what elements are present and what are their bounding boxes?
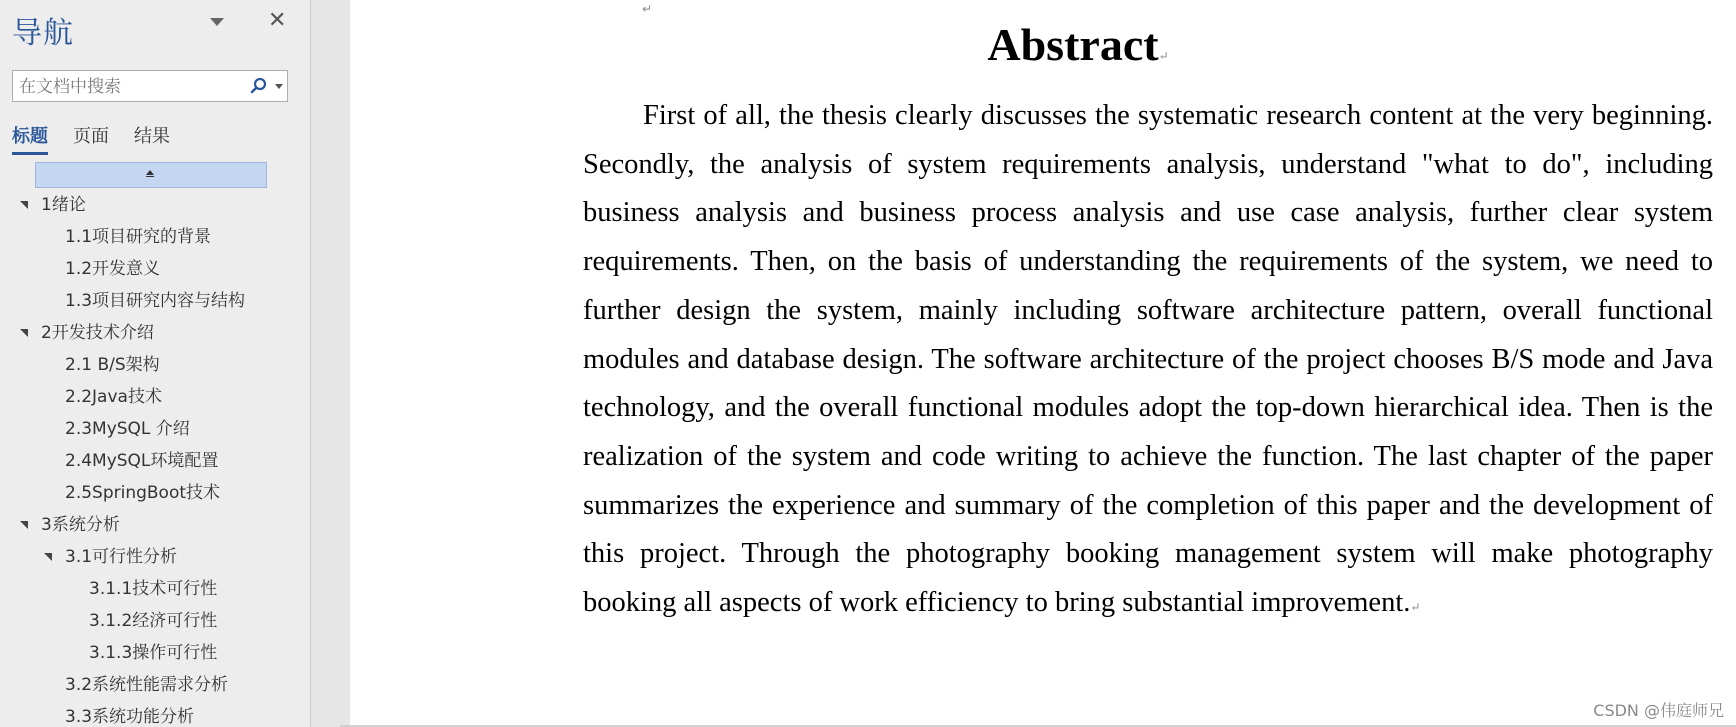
tree-item-label: 2.1 B/S架构 — [65, 355, 160, 375]
tree-item-2-4[interactable] — [65, 446, 218, 476]
tree-item-label: 1.1项目研究的背景 — [65, 227, 212, 247]
tree-item-3-1-2[interactable] — [89, 606, 217, 636]
tree-item-2-5[interactable] — [65, 478, 220, 508]
tree-item-label: 3.2系统性能需求分析 — [65, 675, 229, 695]
paragraph-mark: ↵ — [642, 2, 653, 16]
tree-item-3-2[interactable] — [65, 670, 228, 700]
tree-item-3-1-3[interactable] — [89, 638, 217, 668]
abstract-title-text: Abstract — [987, 19, 1159, 70]
search-icon[interactable] — [249, 76, 269, 96]
tree-item-label: 3.1.1技术可行性 — [89, 579, 218, 599]
collapse-up-icon — [146, 170, 154, 175]
tree-item-label: 2.3MySQL 介绍 — [65, 419, 190, 439]
tree-item-label: 2.4MySQL环境配置 — [65, 451, 219, 471]
search-box[interactable] — [12, 70, 288, 102]
tree-item-label: 3系统分析 — [41, 515, 120, 535]
tree-item-1[interactable] — [20, 190, 86, 220]
tree-item-label: 1.3项目研究内容与结构 — [65, 291, 246, 311]
paragraph-mark: ↵ — [1410, 600, 1421, 615]
tree-item-label: 3.1.3操作可行性 — [89, 643, 218, 663]
nav-title: 导航 — [12, 16, 74, 51]
tree-item-3[interactable] — [20, 510, 120, 540]
tree-item-label: 2.5SpringBoot技术 — [65, 483, 221, 503]
expand-triangle-icon[interactable] — [44, 553, 52, 561]
tree-item-label: 2.2Java技术 — [65, 387, 162, 407]
watermark: CSDN @伟庭师兄 — [1593, 701, 1724, 720]
abstract-body-text: First of all, the thesis clearly discusses the systematic research content at the very beginning. Secondly, the analysis of system requirements analysis, understand "what to do", including business analysis and business process analysis and use case analysis, further clear system requirements. Then, on the basis of understanding the requirements of the system, we need to further design the system, mainly including software architecture pattern, overall functional modules and database design. The software architecture of the project chooses B/S mode and Java technology, and the overall functional modules adopt the top-down hierarchical idea. Then is the realization of the system and code writing to achieve the function. The last chapter of the paper summarizes the experience and summary of the completion of this paper and the development of this project. Through the photography booking management system will make photography booking all aspects of work efficiency to bring substantial improvement. — [583, 100, 1713, 619]
abstract-heading[interactable] — [350, 18, 1736, 71]
document-page[interactable] — [350, 0, 1736, 727]
tab-results[interactable]: 结果 — [134, 126, 170, 147]
tree-item-2-1[interactable] — [65, 350, 160, 380]
tree-item-2-3[interactable] — [65, 414, 190, 444]
abstract-paragraph[interactable] — [583, 92, 1713, 632]
tree-item-label: 1绪论 — [41, 195, 86, 215]
tree-item-label: 2开发技术介绍 — [41, 323, 154, 343]
expand-triangle-icon[interactable] — [20, 329, 28, 337]
tree-item-3-1-1[interactable] — [89, 574, 217, 604]
tab-headings[interactable]: 标题 — [12, 122, 48, 148]
expand-triangle-icon[interactable] — [20, 201, 28, 209]
tab-pages[interactable]: 页面 — [73, 126, 109, 147]
tree-item-1-2[interactable] — [65, 254, 160, 284]
close-icon[interactable]: ✕ — [268, 8, 287, 33]
scroll-to-top-button[interactable] — [35, 162, 267, 188]
tree-item-label: 3.1可行性分析 — [65, 547, 178, 567]
search-options-chevron-icon[interactable] — [275, 84, 283, 89]
paragraph-mark: ↵ — [1158, 49, 1169, 63]
chevron-down-icon[interactable] — [210, 18, 224, 26]
tree-item-3-3[interactable] — [65, 702, 194, 727]
search-input[interactable] — [17, 75, 241, 99]
tree-item-label: 3.3系统功能分析 — [65, 707, 195, 727]
tree-item-1-1[interactable] — [65, 222, 211, 252]
navigation-pane — [0, 0, 311, 727]
tree-item-label: 3.1.2经济可行性 — [89, 611, 218, 631]
tree-item-2-2[interactable] — [65, 382, 162, 412]
tree-item-1-3[interactable] — [65, 286, 245, 316]
tree-item-2[interactable] — [20, 318, 154, 348]
document-gutter — [311, 0, 350, 727]
expand-triangle-icon[interactable] — [20, 521, 28, 529]
tree-item-3-1[interactable] — [44, 542, 177, 572]
tree-item-label: 1.2开发意义 — [65, 259, 161, 279]
